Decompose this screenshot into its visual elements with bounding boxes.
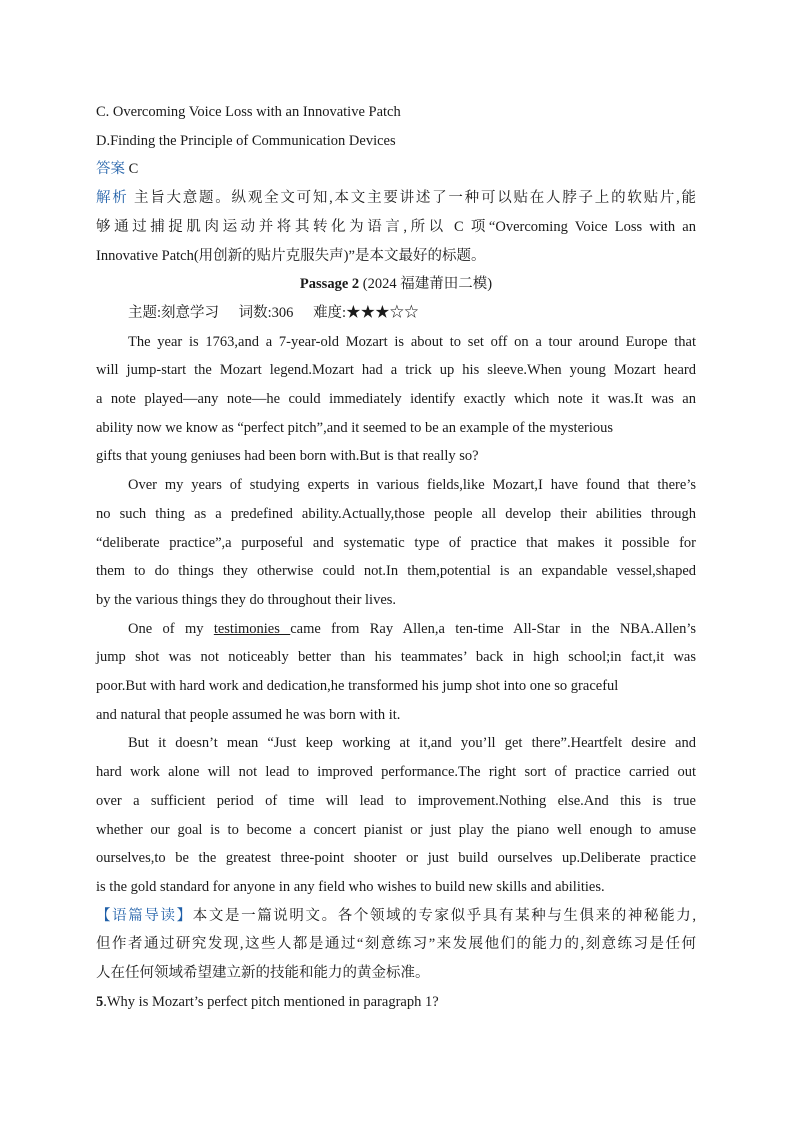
paragraph-line: [96, 615, 696, 644]
paragraph-line: poor.But with hard work and dedication,he transformed his jump shot into one so graceful: [96, 678, 619, 695]
guide-text: 本文是一篇说明文。各个领域的专家似乎具有某种与生俱来的神秘能力,: [192, 907, 697, 924]
passage-heading: [96, 270, 696, 299]
passage-difficulty: 难度:★★★☆☆: [313, 304, 419, 321]
explanation-text: 主旨大意题。纵观全文可知,本文主要讲述了一种可以贴在人脖子上的软贴片,能: [133, 190, 697, 207]
paragraph-1: [96, 328, 696, 472]
paragraph-line: a note played—any note—he could immediately identify exactly which note it was.It was an: [96, 391, 696, 408]
paragraph-line: over a sufficient period of time will lead to improvement.Nothing else.And this is true: [96, 792, 696, 809]
question-number: 5: [96, 993, 104, 1010]
paragraph-line: whether our goal is to become a concert pianist or just play the piano well enough to amuse: [96, 821, 696, 838]
paragraph-line: them to do things they otherwise could not.In them,potential is an expandable vessel,shaped: [96, 563, 696, 580]
passage-topic: 主题:刻意学习: [128, 304, 220, 321]
paragraph-line: ourselves,to be the greatest three-point shooter or just build ourselves up.Deliberate practice: [96, 850, 696, 867]
paragraph-line: and natural that people assumed he was born with it.: [96, 706, 401, 723]
guide-label: 【语篇导读】: [96, 907, 193, 924]
passage-source: (2024 福建莆田二模): [362, 276, 493, 293]
paragraph-line: by the various things they do throughout their lives.: [96, 591, 397, 608]
paragraph-line: ability now we know as “perfect pitch”,and it seemed to be an example of the mysterious: [96, 419, 614, 436]
underlined-word: testimonies: [213, 620, 291, 637]
paragraph-4: [96, 729, 696, 901]
guide-line-1: [96, 902, 696, 931]
paragraph-line: is the gold standard for anyone in any field who wishes to build new skills and abilities.: [96, 878, 605, 895]
explanation-line-1: [96, 184, 696, 213]
paragraph-line: gifts that young geniuses had been born with.But is that really so?: [96, 448, 479, 465]
explanation-line-2: 够通过捕捉肌肉运动并将其转化为语言,所以 C 项“Overcoming Voice Loss with an: [96, 218, 696, 235]
content-area: [96, 98, 696, 1017]
answer-label: 答案: [96, 161, 125, 178]
option-c: C. Overcoming Voice Loss with an Innovative Patch: [96, 104, 401, 120]
paragraph-3: [96, 615, 696, 730]
explanation-line-3: Innovative Patch(用创新的贴片克服失声)”是本文最好的标题。: [96, 247, 486, 264]
paragraph-2: [96, 471, 696, 615]
paragraph-line: hard work alone will not lead to improved performance.The right sort of practice carried out: [96, 764, 696, 781]
passage-word-count: 词数:306: [238, 304, 294, 321]
passage-title: Passage 2: [299, 276, 360, 293]
passage-meta: [96, 299, 696, 328]
answer-line: [96, 155, 696, 184]
paragraph-line: But it doesn’t mean “Just keep working at it,and you’ll get there”.Heartfelt desire and: [128, 735, 696, 752]
paragraph-line: Over my years of studying experts in various fields,like Mozart,I have found that there’s: [128, 477, 696, 494]
guide-line-3: 人在任何领域希望建立新的技能和能力的黄金标准。: [96, 965, 430, 982]
paragraph-line: jump shot was not noticeably better than his teammates’ back in high school;in fact,it was: [96, 649, 696, 666]
paragraph-text: came from Ray Allen,a ten-time All-Star in the NBA.Allen’s: [290, 620, 696, 637]
paragraph-text: One of my: [128, 620, 214, 637]
guide-line-2: 但作者通过研究发现,这些人都是通过“刻意练习”来发展他们的能力的,刻意练习是任何: [96, 936, 696, 953]
paragraph-line: will jump-start the Mozart legend.Mozart had a trick up his sleeve.When young Mozart heard: [96, 362, 696, 379]
question-5: [96, 988, 696, 1017]
explanation-label: 解析: [96, 190, 129, 207]
question-text: .Why is Mozart’s perfect pitch mentioned in paragraph 1?: [103, 993, 439, 1010]
answer-value: C: [128, 161, 139, 178]
paragraph-line: no such thing as a predefined ability.Actually,those people all develop their abilities through: [96, 505, 696, 522]
paragraph-line: “deliberate practice”,a purposeful and systematic type of practice that makes it possible for: [96, 534, 696, 551]
paragraph-line: The year is 1763,and a 7-year-old Mozart is about to set off on a tour around Europe that: [128, 333, 696, 350]
option-d: D.Finding the Principle of Communication Devices: [96, 132, 396, 149]
